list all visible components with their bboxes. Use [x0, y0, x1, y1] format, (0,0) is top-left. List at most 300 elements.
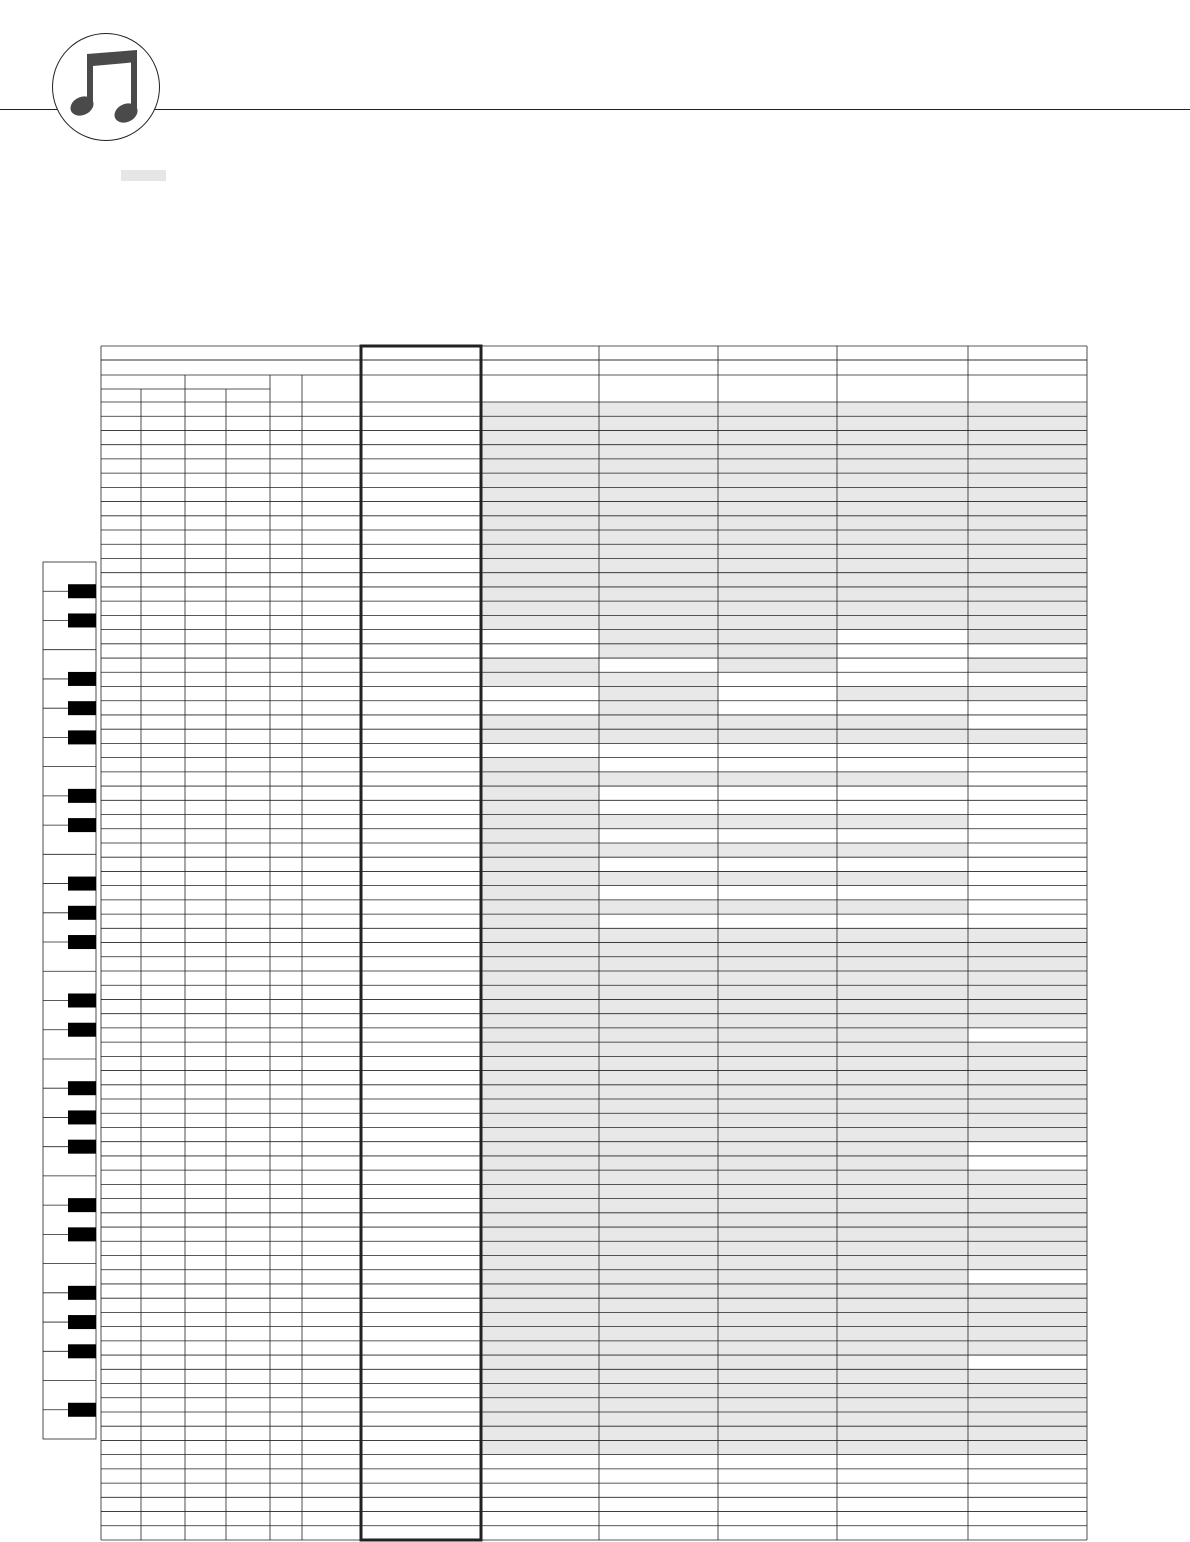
- shaded-cell: [599, 1014, 718, 1028]
- shaded-cell: [718, 516, 837, 530]
- shaded-cell: [968, 1213, 1087, 1227]
- shaded-cell: [837, 573, 968, 587]
- shaded-cell: [481, 1085, 599, 1099]
- shaded-cell: [481, 487, 599, 501]
- shaded-cell: [968, 587, 1087, 601]
- shaded-cell: [718, 1170, 837, 1184]
- shaded-cell: [968, 985, 1087, 999]
- shaded-cell: [968, 1426, 1087, 1440]
- shaded-cell: [599, 1341, 718, 1355]
- shaded-cell: [718, 871, 837, 885]
- shaded-cell: [481, 843, 599, 857]
- shaded-cell: [481, 1398, 599, 1412]
- shaded-cell: [599, 1241, 718, 1255]
- shaded-cell: [718, 473, 837, 487]
- shaded-cell: [599, 416, 718, 430]
- shaded-cell: [481, 502, 599, 516]
- shaded-cell: [718, 1369, 837, 1383]
- shaded-cell: [481, 1170, 599, 1184]
- shaded-cell: [599, 843, 718, 857]
- shaded-cell: [968, 1127, 1087, 1141]
- shaded-cell: [837, 1056, 968, 1070]
- shaded-cell: [718, 658, 837, 672]
- shaded-cell: [837, 1170, 968, 1184]
- shaded-cell: [837, 1270, 968, 1284]
- shaded-cell: [599, 1071, 718, 1085]
- shaded-cell: [481, 1071, 599, 1085]
- shaded-cell: [837, 1355, 968, 1369]
- shaded-cell: [837, 985, 968, 999]
- shaded-cell: [718, 1142, 837, 1156]
- shaded-cell: [968, 729, 1087, 743]
- shaded-cell: [718, 1127, 837, 1141]
- black-key: [68, 877, 96, 891]
- shaded-cell: [718, 1312, 837, 1326]
- shaded-cell: [481, 1127, 599, 1141]
- shaded-cell: [837, 516, 968, 530]
- black-key: [68, 613, 96, 627]
- shaded-cell: [718, 843, 837, 857]
- shaded-cell: [599, 1213, 718, 1227]
- shaded-cell: [481, 829, 599, 843]
- black-key: [68, 1286, 96, 1300]
- shaded-cell: [837, 416, 968, 430]
- shaded-cell: [718, 430, 837, 444]
- shaded-cell: [718, 1398, 837, 1412]
- shaded-cell: [599, 815, 718, 829]
- shaded-cell: [481, 900, 599, 914]
- shaded-cell: [718, 459, 837, 473]
- shaded-cell: [481, 1184, 599, 1198]
- black-key: [68, 1227, 96, 1241]
- shaded-cell: [599, 1199, 718, 1213]
- shaded-cell: [968, 630, 1087, 644]
- shaded-cell: [599, 1440, 718, 1454]
- shaded-cell: [968, 957, 1087, 971]
- shaded-cell: [599, 487, 718, 501]
- shaded-cell: [837, 1341, 968, 1355]
- shaded-cell: [968, 402, 1087, 416]
- shaded-cell: [481, 1042, 599, 1056]
- shaded-cell: [481, 1056, 599, 1070]
- shaded-cell: [718, 1227, 837, 1241]
- shaded-cell: [837, 1071, 968, 1085]
- shaded-cell: [599, 1412, 718, 1426]
- shaded-cell: [599, 687, 718, 701]
- shaded-cell: [718, 615, 837, 629]
- shaded-cell: [599, 999, 718, 1013]
- shaded-cell: [837, 1412, 968, 1426]
- shaded-cell: [837, 445, 968, 459]
- shaded-cell: [718, 1241, 837, 1255]
- shaded-cell: [968, 459, 1087, 473]
- shaded-cell: [599, 630, 718, 644]
- shaded-cell: [599, 1327, 718, 1341]
- black-key: [68, 818, 96, 832]
- shaded-cell: [481, 1426, 599, 1440]
- shaded-cell: [599, 516, 718, 530]
- shaded-cell: [718, 715, 837, 729]
- shaded-cell: [599, 473, 718, 487]
- shaded-cell: [718, 928, 837, 942]
- shaded-cell: [718, 1099, 837, 1113]
- shaded-cell: [837, 1327, 968, 1341]
- black-key: [68, 730, 96, 744]
- shaded-cell: [718, 971, 837, 985]
- shaded-cell: [718, 1213, 837, 1227]
- shaded-cell: [481, 402, 599, 416]
- shaded-cell: [481, 459, 599, 473]
- shaded-cell: [837, 1298, 968, 1312]
- shaded-cell: [599, 573, 718, 587]
- shaded-cell: [481, 558, 599, 572]
- shaded-cell: [481, 1270, 599, 1284]
- black-key: [68, 1344, 96, 1358]
- shaded-cell: [837, 1127, 968, 1141]
- shaded-cell: [968, 1056, 1087, 1070]
- shaded-cell: [837, 544, 968, 558]
- shaded-cell: [968, 1071, 1087, 1085]
- shaded-cell: [718, 530, 837, 544]
- shaded-cell: [481, 871, 599, 885]
- shaded-cell: [481, 928, 599, 942]
- shaded-cell: [481, 1284, 599, 1298]
- shaded-cell: [599, 601, 718, 615]
- shaded-cell: [481, 914, 599, 928]
- shaded-cell: [837, 943, 968, 957]
- shaded-cell: [968, 971, 1087, 985]
- shaded-cell: [837, 1028, 968, 1042]
- shaded-cell: [968, 530, 1087, 544]
- shaded-cell: [718, 644, 837, 658]
- shaded-cell: [718, 900, 837, 914]
- shaded-cell: [481, 1384, 599, 1398]
- shaded-cell: [599, 1426, 718, 1440]
- shaded-cell: [481, 1113, 599, 1127]
- shaded-cell: [481, 1156, 599, 1170]
- shaded-cell: [837, 687, 968, 701]
- shaded-cell: [718, 587, 837, 601]
- shaded-cell: [481, 416, 599, 430]
- shaded-cell: [968, 558, 1087, 572]
- shaded-cell: [837, 715, 968, 729]
- shaded-cell: [968, 1412, 1087, 1426]
- shaded-cell: [968, 573, 1087, 587]
- shaded-cell: [837, 1384, 968, 1398]
- shaded-cell: [968, 487, 1087, 501]
- shaded-cell: [837, 1014, 968, 1028]
- shaded-cell: [599, 615, 718, 629]
- shaded-cell: [968, 1369, 1087, 1383]
- shaded-cell: [968, 687, 1087, 701]
- shaded-cell: [481, 999, 599, 1013]
- shaded-cell: [968, 544, 1087, 558]
- shaded-cell: [968, 1199, 1087, 1213]
- shaded-cell: [968, 1256, 1087, 1270]
- shaded-cell: [481, 1312, 599, 1326]
- shaded-cell: [718, 1028, 837, 1042]
- shaded-cell: [599, 1085, 718, 1099]
- shaded-cell: [718, 416, 837, 430]
- shaded-cell: [837, 871, 968, 885]
- shaded-cell: [718, 1184, 837, 1198]
- shaded-cell: [718, 558, 837, 572]
- shaded-cell: [718, 1270, 837, 1284]
- shaded-cell: [599, 1170, 718, 1184]
- shaded-cell: [481, 1369, 599, 1383]
- shaded-cell: [481, 1099, 599, 1113]
- shaded-cell: [837, 928, 968, 942]
- shaded-cell: [968, 1085, 1087, 1099]
- shaded-cell: [968, 1099, 1087, 1113]
- shaded-cell: [481, 857, 599, 871]
- shaded-cell: [968, 943, 1087, 957]
- shaded-cell: [718, 487, 837, 501]
- shaded-cell: [837, 459, 968, 473]
- shaded-cell: [599, 729, 718, 743]
- shaded-cell: [599, 971, 718, 985]
- shaded-cell: [837, 1099, 968, 1113]
- shaded-cell: [718, 445, 837, 459]
- shaded-cell: [481, 587, 599, 601]
- shaded-cell: [968, 1298, 1087, 1312]
- shaded-cell: [599, 1127, 718, 1141]
- black-key: [68, 584, 96, 598]
- shaded-cell: [968, 502, 1087, 516]
- shaded-cell: [718, 1298, 837, 1312]
- shaded-cell: [599, 1270, 718, 1284]
- shaded-cell: [599, 1099, 718, 1113]
- shaded-cell: [599, 530, 718, 544]
- highlight-column-box: [361, 346, 481, 1540]
- shaded-cell: [599, 1042, 718, 1056]
- shaded-cell: [481, 1142, 599, 1156]
- shaded-cell: [837, 1113, 968, 1127]
- shaded-cell: [718, 402, 837, 416]
- shaded-cell: [599, 772, 718, 786]
- shaded-cell: [718, 1056, 837, 1070]
- shaded-cell: [481, 544, 599, 558]
- shaded-cell: [837, 1256, 968, 1270]
- shaded-cell: [481, 729, 599, 743]
- shaded-cell: [718, 999, 837, 1013]
- shaded-cell: [837, 430, 968, 444]
- shaded-cell: [718, 1341, 837, 1355]
- shaded-cell: [837, 601, 968, 615]
- shaded-cell: [968, 615, 1087, 629]
- shaded-cell: [718, 957, 837, 971]
- shaded-cell: [481, 1355, 599, 1369]
- shaded-cell: [481, 1241, 599, 1255]
- shaded-cell: [599, 1284, 718, 1298]
- shaded-cell: [837, 587, 968, 601]
- shaded-cell: [481, 445, 599, 459]
- shaded-cell: [968, 516, 1087, 530]
- shaded-cell: [837, 1426, 968, 1440]
- shaded-cell: [718, 1071, 837, 1085]
- shaded-cell: [481, 1213, 599, 1227]
- shaded-cell: [718, 1440, 837, 1454]
- shaded-cell: [837, 615, 968, 629]
- shaded-cell: [968, 1113, 1087, 1127]
- shaded-cell: [968, 1241, 1087, 1255]
- shaded-cell: [968, 1398, 1087, 1412]
- shaded-cell: [599, 644, 718, 658]
- shaded-cell: [718, 1426, 837, 1440]
- black-key: [68, 935, 96, 949]
- shaded-cell: [968, 445, 1087, 459]
- shaded-cell: [481, 1327, 599, 1341]
- shaded-cell: [599, 900, 718, 914]
- shaded-cell: [481, 1227, 599, 1241]
- shaded-cell: [481, 1298, 599, 1312]
- shaded-cell: [481, 886, 599, 900]
- shaded-cell: [599, 1312, 718, 1326]
- shaded-cell: [837, 843, 968, 857]
- shaded-cell: [718, 1085, 837, 1099]
- shaded-cell: [968, 1312, 1087, 1326]
- shaded-cell: [968, 1341, 1087, 1355]
- shaded-cell: [837, 1227, 968, 1241]
- shaded-cell: [599, 502, 718, 516]
- shaded-cell: [837, 1156, 968, 1170]
- shaded-cell: [718, 573, 837, 587]
- shaded-cell: [599, 1398, 718, 1412]
- shaded-cell: [968, 1384, 1087, 1398]
- black-key: [68, 1081, 96, 1095]
- black-key: [68, 672, 96, 686]
- shaded-cell: [718, 985, 837, 999]
- black-key: [68, 906, 96, 920]
- shaded-cell: [599, 402, 718, 416]
- shaded-cell: [599, 985, 718, 999]
- shaded-cell: [718, 815, 837, 829]
- shaded-cell: [968, 658, 1087, 672]
- shaded-cell: [599, 672, 718, 686]
- shaded-cell: [481, 815, 599, 829]
- shaded-cell: [718, 772, 837, 786]
- shaded-cell: [481, 573, 599, 587]
- shaded-cell: [837, 473, 968, 487]
- shaded-cell: [481, 772, 599, 786]
- shaded-cell: [481, 758, 599, 772]
- shaded-cell: [481, 1199, 599, 1213]
- shaded-cell: [481, 516, 599, 530]
- shaded-cell: [481, 957, 599, 971]
- shaded-cell: [718, 729, 837, 743]
- shaded-cell: [718, 943, 837, 957]
- shaded-cell: [599, 1184, 718, 1198]
- black-key: [68, 701, 96, 715]
- shaded-cell: [837, 1213, 968, 1227]
- shaded-cell: [837, 1142, 968, 1156]
- shaded-cell: [837, 772, 968, 786]
- shaded-cell: [599, 445, 718, 459]
- shaded-cell: [837, 957, 968, 971]
- black-key: [68, 1315, 96, 1329]
- shaded-cell: [837, 900, 968, 914]
- black-key: [68, 1198, 96, 1212]
- shaded-cell: [718, 630, 837, 644]
- shaded-cell: [599, 871, 718, 885]
- shaded-cell: [599, 1256, 718, 1270]
- shaded-cell: [599, 943, 718, 957]
- shaded-cell: [481, 1014, 599, 1028]
- shaded-cell: [481, 672, 599, 686]
- shaded-cell: [599, 1369, 718, 1383]
- shaded-cell: [481, 658, 599, 672]
- shaded-cell: [599, 1142, 718, 1156]
- shaded-cell: [481, 1440, 599, 1454]
- shaded-cell: [837, 558, 968, 572]
- shaded-cell: [599, 459, 718, 473]
- shaded-cell: [481, 971, 599, 985]
- shaded-cell: [599, 544, 718, 558]
- shaded-cell: [481, 1341, 599, 1355]
- shaded-cell: [837, 1440, 968, 1454]
- shaded-cell: [968, 601, 1087, 615]
- shaded-cell: [481, 985, 599, 999]
- shaded-cell: [718, 601, 837, 615]
- shaded-cell: [481, 1028, 599, 1042]
- shaded-cell: [481, 530, 599, 544]
- shaded-cell: [599, 430, 718, 444]
- shaded-cell: [968, 999, 1087, 1013]
- shaded-cell: [837, 487, 968, 501]
- shaded-cell: [599, 715, 718, 729]
- shaded-cell: [837, 815, 968, 829]
- shaded-cell: [599, 928, 718, 942]
- shaded-cell: [837, 1085, 968, 1099]
- shaded-cell: [837, 1199, 968, 1213]
- shaded-cell: [837, 502, 968, 516]
- shaded-cell: [968, 430, 1087, 444]
- shaded-cell: [718, 502, 837, 516]
- shaded-cell: [718, 1014, 837, 1028]
- shaded-cell: [599, 701, 718, 715]
- shaded-cell: [968, 1042, 1087, 1056]
- shaded-cell: [837, 1369, 968, 1383]
- shaded-cell: [599, 957, 718, 971]
- shaded-cell: [837, 971, 968, 985]
- shaded-cell: [481, 1412, 599, 1426]
- shaded-cell: [718, 1156, 837, 1170]
- shaded-cell: [599, 1113, 718, 1127]
- black-key: [68, 1140, 96, 1154]
- shaded-cell: [718, 1284, 837, 1298]
- shaded-cell: [481, 615, 599, 629]
- shaded-cell: [968, 416, 1087, 430]
- shaded-cell: [481, 1256, 599, 1270]
- shaded-cell: [481, 473, 599, 487]
- shaded-cell: [837, 729, 968, 743]
- black-key: [68, 1403, 96, 1417]
- shaded-cell: [599, 1298, 718, 1312]
- shaded-cell: [968, 1440, 1087, 1454]
- shaded-cell: [718, 544, 837, 558]
- shaded-cell: [481, 800, 599, 814]
- shaded-cell: [837, 1398, 968, 1412]
- shaded-cell: [718, 1113, 837, 1127]
- shaded-cell: [599, 1384, 718, 1398]
- shaded-cell: [837, 402, 968, 416]
- shaded-cell: [599, 587, 718, 601]
- shaded-cell: [599, 1355, 718, 1369]
- shaded-cell: [718, 1384, 837, 1398]
- black-key: [68, 789, 96, 803]
- shaded-cell: [481, 786, 599, 800]
- shaded-cell: [599, 558, 718, 572]
